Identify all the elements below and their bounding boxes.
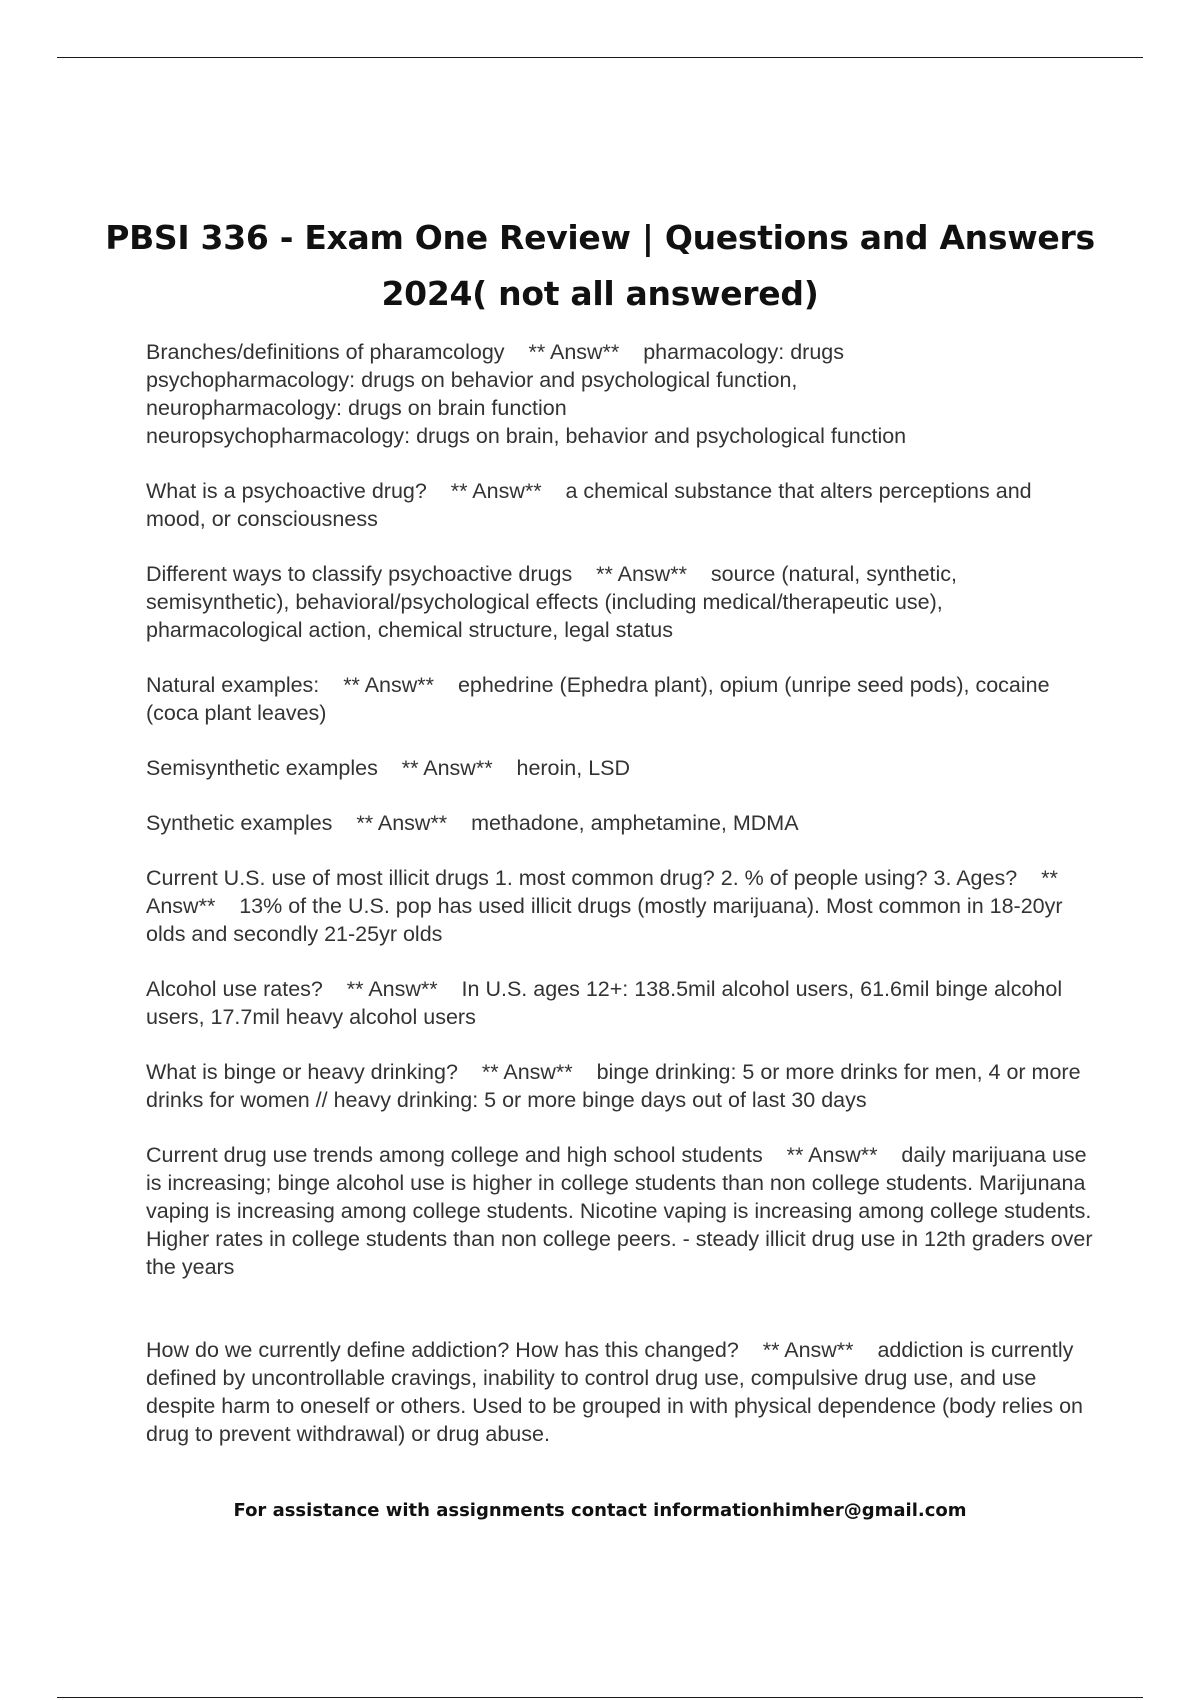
qa-item xyxy=(146,975,1096,1031)
question-text: Different ways to classify psychoactive drugs xyxy=(146,562,573,586)
answer-text: 13% of the U.S. pop has used illicit drugs (mostly marijuana). Most common in 18-20yr olds and secondly 21-25yr olds xyxy=(146,894,1063,946)
answer-text: In U.S. ages 12+: 138.5mil alcohol users, 61.6mil binge alcohol users, 17.7mil heavy alcohol users xyxy=(146,977,1063,1029)
qa-list xyxy=(146,338,1096,1475)
answer-text: addiction is currently defined by uncontrollable cravings, inability to control drug use, compulsive drug use, and use despite harm to oneself or others. Used to be grouped in with physical dependence (body relies on drug to prevent withdrawal) or drug abuse. xyxy=(146,1338,1084,1446)
answer-marker: ** Answ** xyxy=(343,673,435,697)
question-text: Synthetic examples xyxy=(146,811,333,835)
answer-marker: ** Answ** xyxy=(762,1338,854,1362)
answer-marker: ** Answ** xyxy=(596,562,687,586)
answer-text: ephedrine (Ephedra plant), opium (unripe seed pods), cocaine (coca plant leaves) xyxy=(146,673,1050,725)
qa-item xyxy=(146,754,1096,782)
qa-item xyxy=(146,671,1096,727)
question-text: Current drug use trends among college and high school students xyxy=(146,1143,763,1167)
answer-marker: ** Answ** xyxy=(146,866,1058,918)
answer-marker: ** Answ** xyxy=(481,1060,573,1084)
answer-text: methadone, amphetamine, MDMA xyxy=(471,811,799,835)
qa-item xyxy=(146,1058,1096,1114)
qa-item xyxy=(146,809,1096,837)
question-text: Natural examples: xyxy=(146,673,320,697)
question-text: What is a psychoactive drug? xyxy=(146,479,427,503)
answer-marker: ** Answ** xyxy=(401,756,493,780)
qa-item xyxy=(146,1336,1096,1448)
qa-item xyxy=(146,560,1096,644)
answer-text: a chemical substance that alters perceptions and mood, or consciousness xyxy=(146,479,1032,531)
answer-marker: ** Answ** xyxy=(786,1143,878,1167)
question-text: What is binge or heavy drinking? xyxy=(146,1060,458,1084)
answer-marker: ** Answ** xyxy=(356,811,448,835)
answer-text: pharmacology: drugs psychopharmacology: drugs on behavior and psychological function, neuropharmacology: drugs on brain function neuropsychopharmacology: drugs on brain, behavior and psychological function xyxy=(146,340,907,448)
question-text: How do we currently define addiction? How has this changed? xyxy=(146,1338,739,1362)
answer-text: daily marijuana use is increasing; binge alcohol use is higher in college students than non college students. Marijunana vaping is increasing among college students. Nicotine vaping is increasing among college students. Higher rates in college students than non college peers. - steady illicit drug use in 12th graders over the years xyxy=(146,1143,1093,1279)
qa-item xyxy=(146,477,1096,533)
footer-contact: For assistance with assignments contact informationhimher@gmail.com xyxy=(233,1500,967,1521)
answer-text: heroin, LSD xyxy=(516,756,631,780)
question-text: Semisynthetic examples xyxy=(146,756,378,780)
question-text: Current U.S. use of most illicit drugs 1. most common drug? 2. % of people using? 3. Ages? xyxy=(146,866,1018,890)
answer-marker: ** Answ** xyxy=(346,977,438,1001)
answer-text: binge drinking: 5 or more drinks for men, 4 or more drinks for women // heavy drinking: 5 or more binge days out of last 30 days xyxy=(146,1060,1081,1112)
qa-item xyxy=(146,338,1096,450)
question-text: Alcohol use rates? xyxy=(146,977,323,1001)
top-rule xyxy=(57,57,1143,58)
answer-marker: ** Answ** xyxy=(528,340,620,364)
qa-item xyxy=(146,864,1096,948)
page-title: PBSI 336 - Exam One Review | Questions and Answers 2024( not all answered) xyxy=(105,218,1095,313)
answer-marker: ** Answ** xyxy=(450,479,542,503)
bottom-rule xyxy=(57,1697,1143,1698)
answer-text: source (natural, synthetic, semisynthetic), behavioral/psychological effects (including medical/therapeutic use), pharmacological action, chemical structure, legal status xyxy=(146,562,958,642)
qa-item xyxy=(146,1141,1096,1281)
question-text: Branches/definitions of pharamcology xyxy=(146,340,505,364)
